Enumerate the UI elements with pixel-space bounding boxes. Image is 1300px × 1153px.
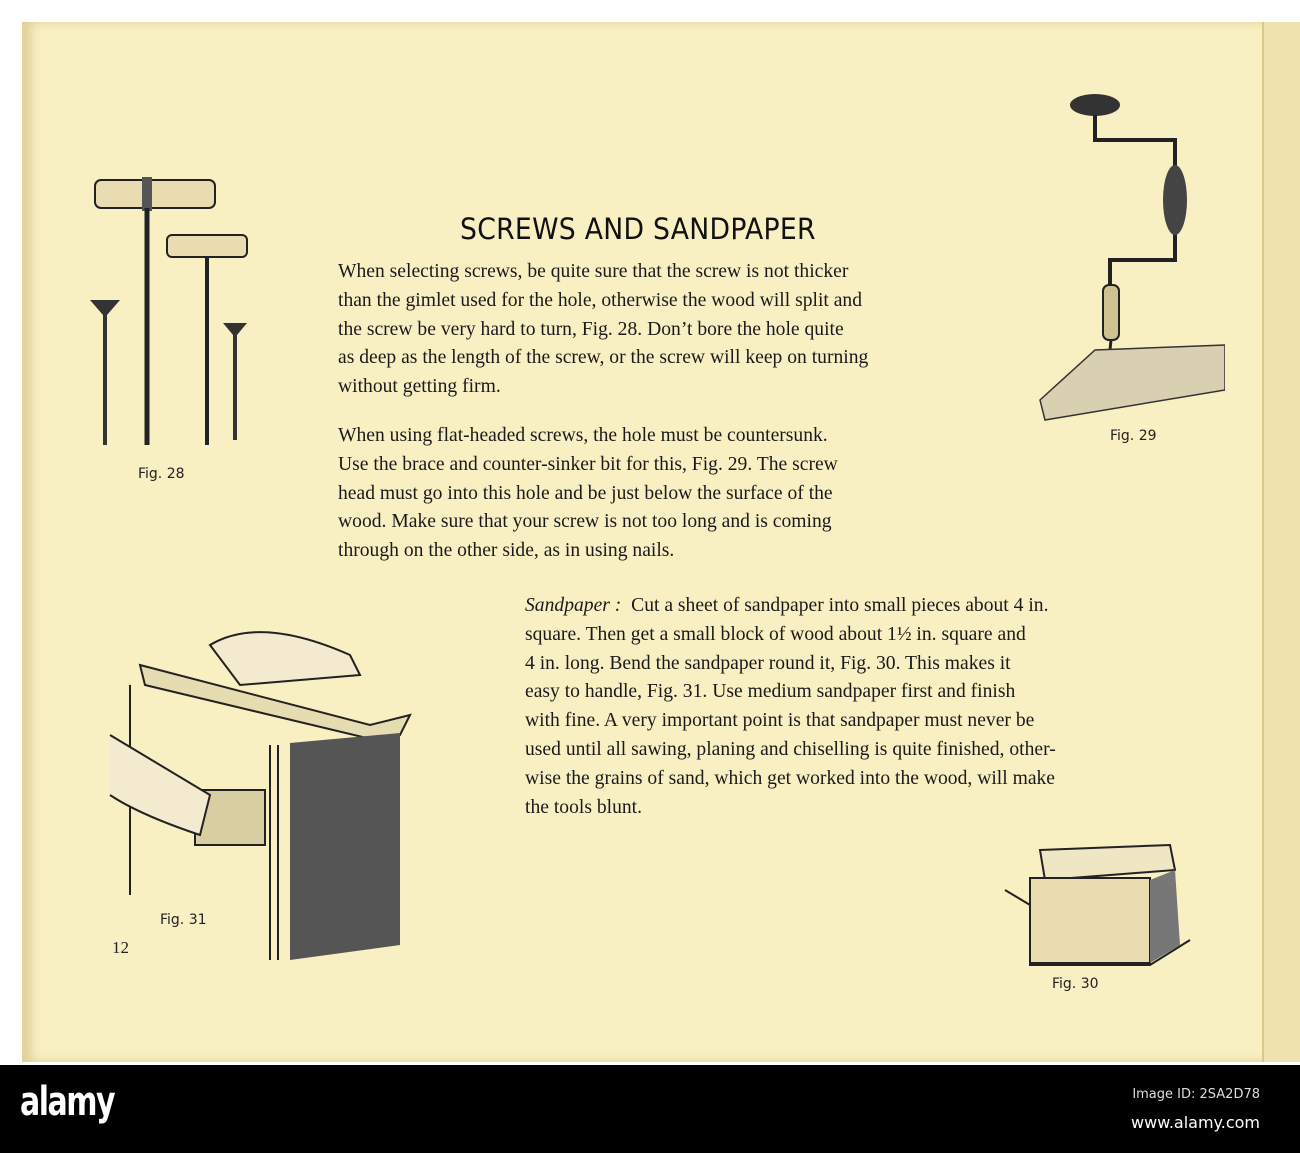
text-line: the screw be very hard to turn, Fig. 28. Don’t bore the hole quite [338,318,844,340]
site-url: www.alamy.com [1131,1113,1260,1132]
text-line: than the gimlet used for the hole, otherwise the wood will split and [338,289,863,311]
text-line: wood. Make sure that your screw is not too long and is coming [338,511,832,533]
page-number: 12 [112,938,129,957]
text-line: Use the brace and counter-sinker bit for this, Fig. 29. The screw [338,453,838,475]
text-line: with fine. A very important point is that sandpaper must never be [525,710,1035,732]
gimlet-screws-illustration [85,175,260,465]
text-line: head must go into this hole and be just below the surface of the [338,482,833,504]
text-line: When using flat-headed screws, the hole must be countersunk. [338,425,828,446]
fig-30-caption: Fig. 30 [1052,976,1099,992]
alamy-logo: alamy [20,1079,115,1125]
image-id: Image ID: 2SA2D78 [1132,1087,1260,1102]
watermark-footer [0,1065,1300,1153]
page-title: SCREWS AND SANDPAPER [460,212,816,246]
text-line: as deep as the length of the screw, or the screw will keep on turning [338,347,869,369]
text-line: wise the grains of sand, which get worked into the wood, will make [525,767,1056,789]
paragraph-screws [338,258,868,402]
sandpaper-block-illustration [1000,830,1200,975]
text-line: When selecting screws, be quite sure that the screw is not thicker [338,261,849,282]
fig-31-caption: Fig. 31 [160,912,207,928]
paragraph-sandpaper [525,592,1056,822]
text-line: Cut a sheet of sandpaper into small pieces about 4 in. [621,595,1049,616]
text-line: the tools blunt. [525,796,643,818]
text-line: square. Then get a small block of wood about 1½ in. square and [525,623,1026,645]
sandpaper-lead: Sandpaper : [525,595,622,616]
hands-sanding-illustration [100,615,420,965]
text-line: 4 in. long. Bend the sandpaper round it, Fig. 30. This makes it [525,652,1011,674]
paragraph-flat-headed [338,422,838,566]
text-line: easy to handle, Fig. 31. Use medium sandpaper first and finish [525,681,1016,703]
facing-page-edge [1262,22,1300,1062]
brace-drill-illustration [1035,90,1225,430]
text-line: without getting firm. [338,376,501,398]
fig-29-caption: Fig. 29 [1110,428,1157,444]
text-line: through on the other side, as in using nails. [338,540,675,562]
text-line: used until all sawing, planing and chiselling is quite finished, other- [525,738,1056,760]
fig-28-caption: Fig. 28 [138,466,185,482]
